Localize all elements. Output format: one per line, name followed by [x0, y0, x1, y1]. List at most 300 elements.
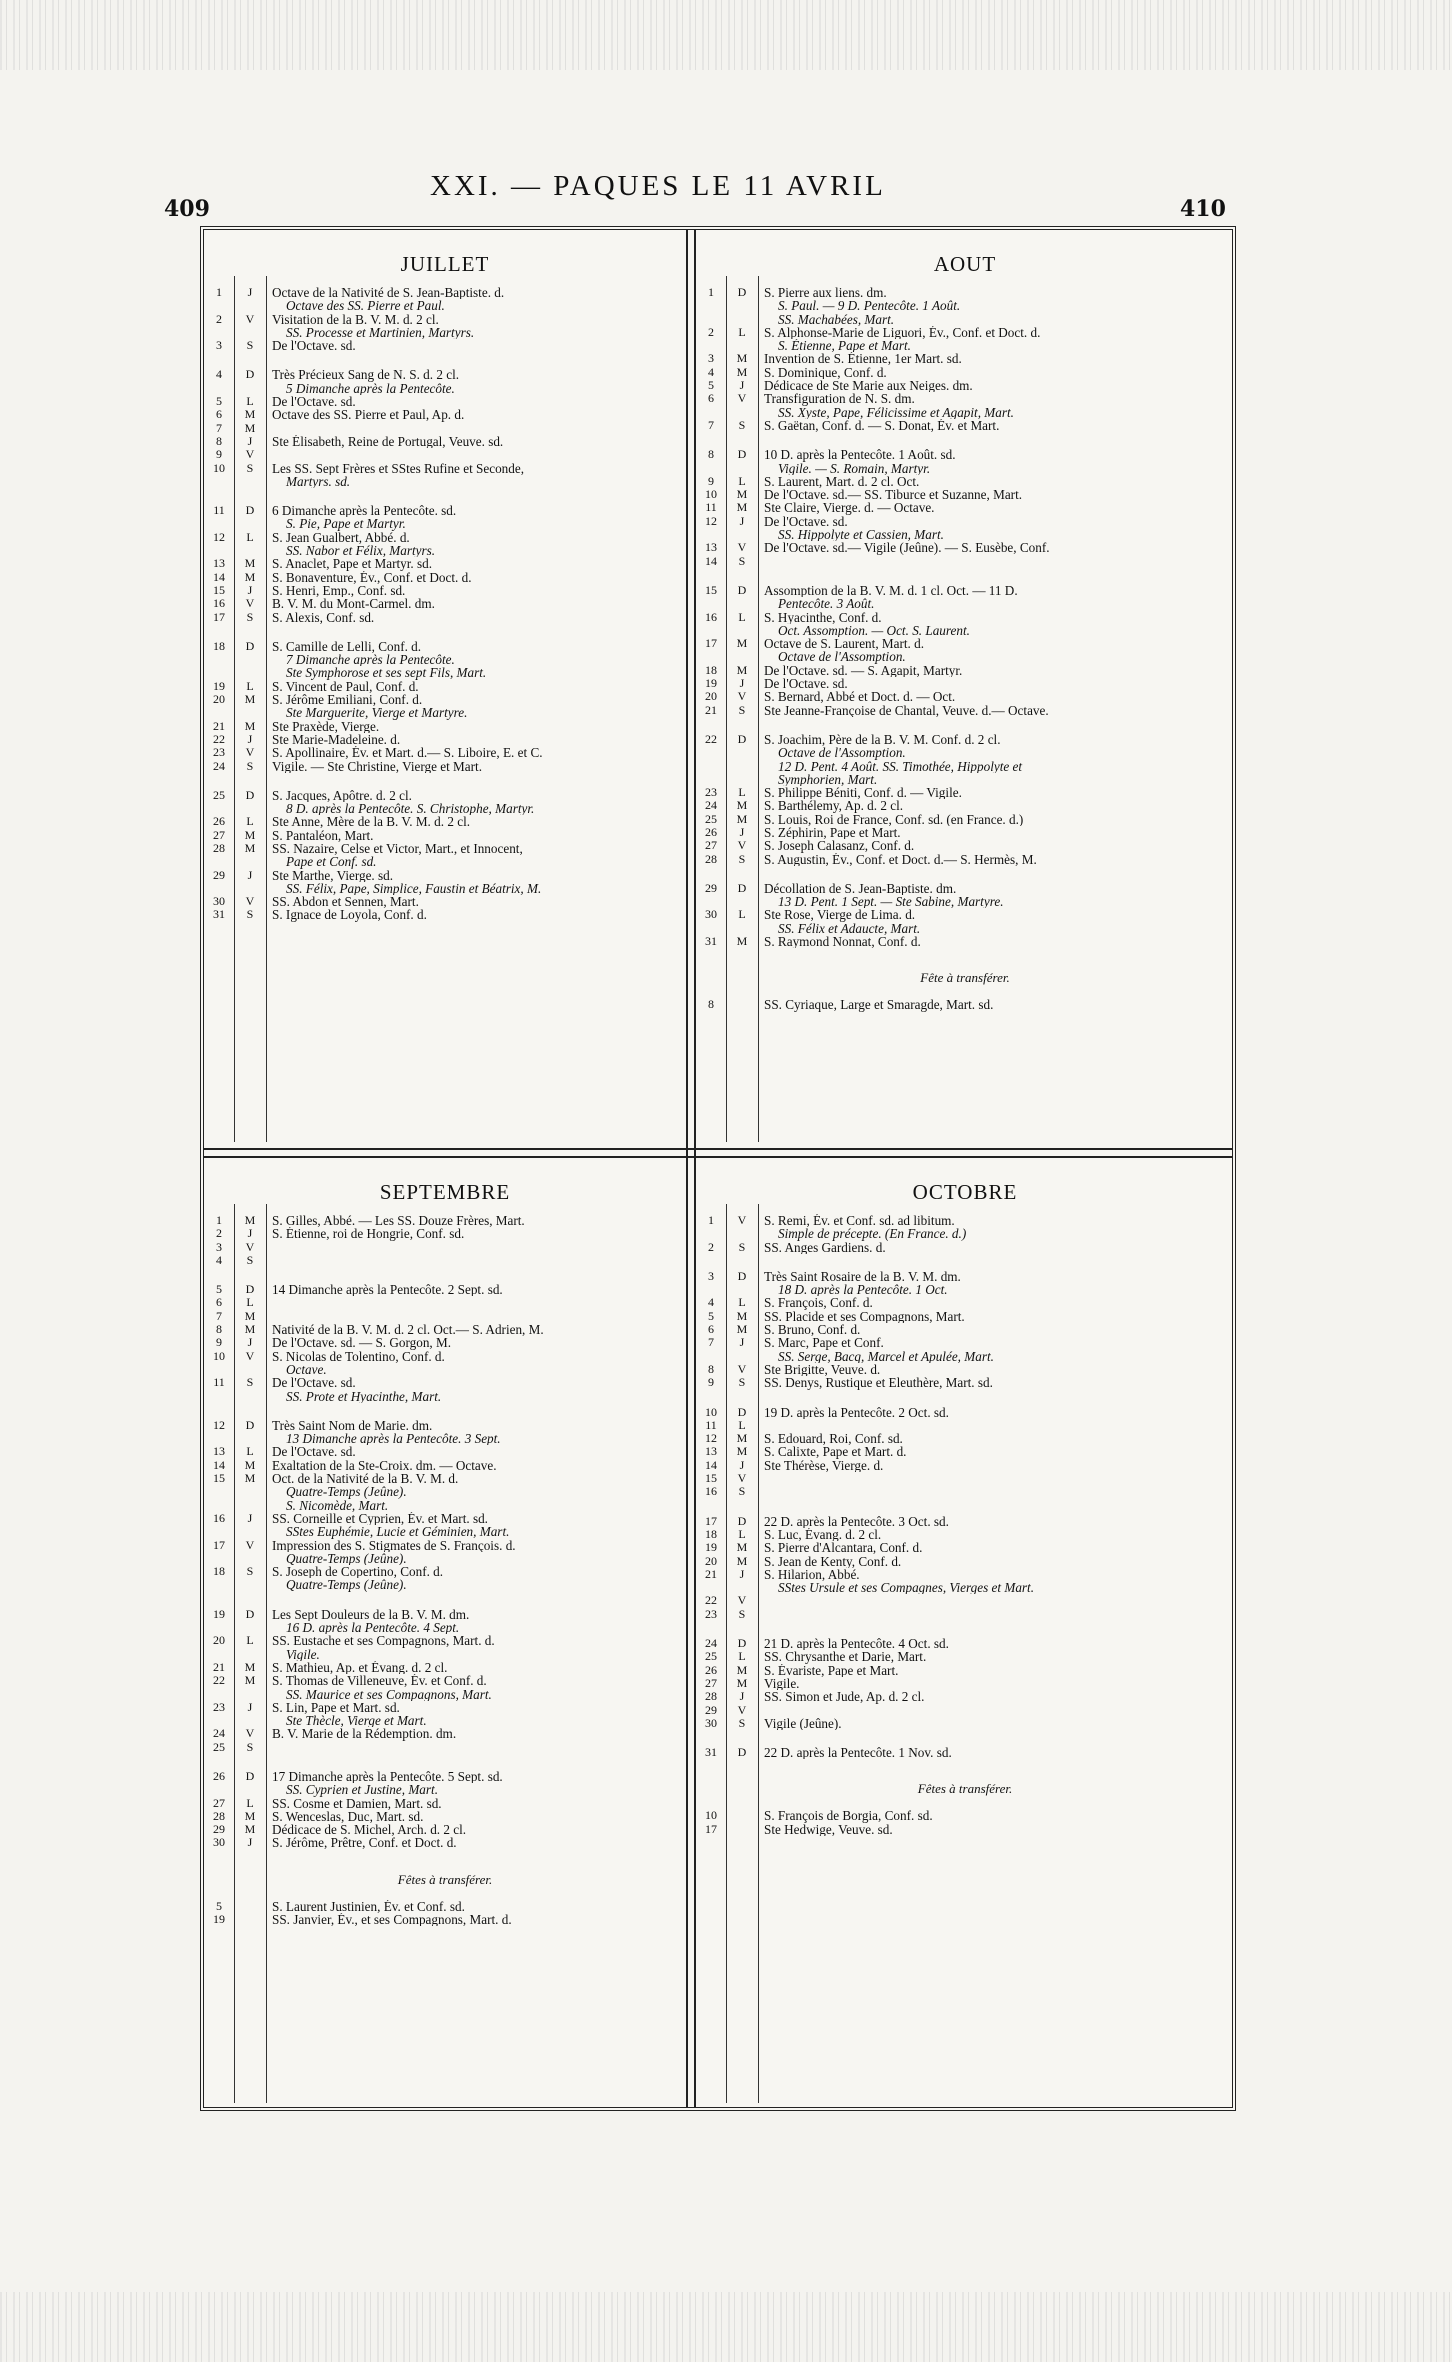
- feast-line: Quatre-Temps (Jeûne).: [286, 1578, 407, 1592]
- feast-line: 14 Dimanche après la Pentecôte. 2 Sept. sd.: [272, 1283, 503, 1297]
- feast-text: [266, 368, 686, 395]
- day-number: 19: [213, 1912, 225, 1927]
- feast-line: 16 D. après la Pentecôte. 4 Sept.: [286, 1621, 460, 1635]
- feast-text: [266, 1608, 686, 1635]
- month-title: OCTOBRE: [912, 1180, 1018, 1204]
- day-row: [204, 1701, 686, 1728]
- weekday-letter: S: [738, 1715, 746, 1730]
- day-number: 17: [213, 1537, 225, 1552]
- day-row: [696, 286, 1234, 326]
- day-number: 20: [213, 692, 225, 707]
- feast-text: [266, 339, 686, 352]
- feast-line: Ste Thérèse, Vierge. d.: [764, 1458, 884, 1473]
- transfer-row: [696, 1809, 1234, 1822]
- feast-line: Les SS. Sept Frères et SStes Rufine et Seconde,: [272, 461, 524, 475]
- day-number: 16: [705, 1484, 717, 1499]
- weekday-letter: S: [738, 1239, 746, 1254]
- day-number: 28: [213, 840, 225, 855]
- feast-text: [266, 1836, 686, 1849]
- weekday-letter: M: [736, 1675, 748, 1690]
- weekday-letter: M: [244, 1213, 256, 1227]
- day-row: [696, 555, 1234, 568]
- day-number: 24: [213, 1726, 225, 1741]
- feast-line: Quatre-Temps (Jeûne).: [286, 1485, 407, 1499]
- day-number: 3: [216, 338, 222, 353]
- weekday-letter: J: [739, 1566, 745, 1581]
- day-number: 19: [705, 1540, 717, 1555]
- weekday-letter: V: [245, 311, 255, 326]
- feast-text: [758, 1528, 1234, 1541]
- feast-line: S. Gilles, Abbé. — Les SS. Douze Frères, Mart.: [272, 1214, 525, 1228]
- feast-line: Pentecôte. 3 Août.: [778, 597, 875, 611]
- day-row: [696, 826, 1234, 839]
- feast-text: [758, 1419, 1234, 1432]
- feast-line: S. Dominique, Conf. d.: [764, 365, 887, 380]
- feast-text: [758, 541, 1234, 554]
- feast-text: [266, 1472, 686, 1512]
- feast-line: De l'Octave. sd.: [764, 514, 848, 529]
- feast-line: S. Jérôme Emiliani, Conf. d.: [272, 693, 423, 707]
- feast-line: Vigile.: [286, 1647, 320, 1661]
- weekday-letter: J: [247, 285, 253, 299]
- day-row: [696, 690, 1234, 703]
- feast-text: [266, 842, 686, 869]
- feast-line: S. Alexis, Conf. sd.: [272, 610, 375, 624]
- day-number: 7: [216, 420, 222, 435]
- day-number: 12: [213, 529, 225, 544]
- weekday-letter: M: [244, 556, 256, 571]
- feast-line: Oct. Assomption. — Oct. S. Laurent.: [778, 623, 970, 638]
- feast-text: [266, 1741, 686, 1754]
- feast-line: SS. Hippolyte et Cassien, Mart.: [778, 528, 944, 542]
- day-number: 29: [213, 867, 225, 882]
- weekday-letter: D: [737, 1268, 747, 1283]
- day-number: 21: [213, 718, 225, 733]
- day-number: 8: [708, 997, 714, 1012]
- feast-line: S. François de Borgia, Conf. sd.: [764, 1809, 933, 1823]
- feast-text: [758, 1823, 1234, 1836]
- day-number: 5: [708, 1308, 714, 1323]
- day-row: [204, 1634, 686, 1661]
- weekday-letter: V: [737, 838, 747, 853]
- feast-text: [266, 1634, 686, 1661]
- weekday-letter: S: [738, 851, 746, 866]
- weekday-letter: V: [245, 596, 255, 611]
- feast-line: Ste Anne, Mère de la B. V. M. d. 2 cl.: [272, 815, 471, 829]
- month-title: AOUT: [933, 252, 997, 276]
- day-row: [696, 1310, 1234, 1323]
- feast-line: [764, 1608, 1226, 1621]
- day-row: [696, 448, 1234, 475]
- feast-line: SS. Serge, Bacq, Marcel et Apulée, Mart.: [778, 1349, 994, 1363]
- feast-text: [758, 1445, 1234, 1458]
- transfer-row: [696, 1823, 1234, 1836]
- day-row: [696, 475, 1234, 488]
- weekday-letter: D: [737, 1404, 747, 1419]
- weekday-letter: D: [737, 285, 747, 299]
- feast-text: [266, 1913, 686, 1926]
- day-row: [204, 869, 686, 896]
- feast-text: [758, 1432, 1234, 1445]
- day-number: 14: [705, 1457, 717, 1472]
- day-number: 28: [705, 1689, 717, 1704]
- feast-text: [758, 611, 1234, 638]
- feast-line: S. Pierre aux liens. dm.: [764, 286, 887, 300]
- day-number: 19: [705, 676, 717, 691]
- day-row: [696, 1555, 1234, 1568]
- feast-line: Octave de la Nativité de S. Jean-Baptiste. d.: [272, 286, 505, 300]
- feast-line: SS. Nabor et Félix, Martyrs.: [286, 544, 436, 558]
- feast-text: [266, 1296, 686, 1309]
- day-number: 7: [708, 417, 714, 432]
- day-row: [696, 908, 1234, 935]
- feast-text: [758, 1323, 1234, 1336]
- feast-text: [758, 1555, 1234, 1568]
- day-row: [204, 408, 686, 421]
- feast-line: SStes Euphémie, Lucie et Géminien, Mart.: [286, 1525, 510, 1539]
- feast-text: [266, 597, 686, 610]
- feast-line: Ste Jeanne-Françoise de Chantal, Veuve. d.— Octave.: [764, 703, 1049, 717]
- feast-text: [758, 326, 1234, 353]
- day-row: [696, 392, 1234, 419]
- weekday-letter: M: [244, 1308, 256, 1323]
- day-number: 5: [216, 394, 222, 409]
- feast-text: [266, 462, 686, 489]
- feast-line: S. Luc, Évang. d. 2 cl.: [764, 1527, 882, 1542]
- feast-text: [266, 395, 686, 408]
- day-row: [696, 419, 1234, 432]
- day-row: [696, 1376, 1234, 1389]
- right-page-number: 410: [1180, 196, 1226, 222]
- feast-line: S. Pantaléon, Mart.: [272, 828, 374, 842]
- feast-line: Ste Marthe, Vierge. sd.: [272, 868, 394, 882]
- weekday-letter: S: [246, 1375, 254, 1390]
- day-row: [204, 339, 686, 352]
- feast-text: [266, 680, 686, 693]
- feast-line: [272, 448, 678, 461]
- day-row: [696, 515, 1234, 542]
- scan-noise-top: [0, 0, 1452, 70]
- feast-text: [266, 1512, 686, 1539]
- weekday-letter: L: [738, 473, 746, 488]
- day-number: 6: [708, 1322, 714, 1337]
- day-row: [204, 1836, 686, 1849]
- weekday-letter: V: [737, 540, 747, 555]
- weekday-letter: D: [245, 367, 255, 382]
- day-number: 18: [213, 1564, 225, 1579]
- day-row: [204, 1810, 686, 1823]
- feast-line: [272, 1296, 678, 1309]
- day-number: 4: [216, 367, 222, 382]
- feast-text: [758, 1459, 1234, 1472]
- day-number: 4: [216, 1252, 222, 1267]
- weekday-letter: S: [246, 758, 254, 773]
- weekday-letter: D: [245, 638, 255, 653]
- weekday-letter: M: [244, 1471, 256, 1486]
- feast-text: [266, 640, 686, 680]
- weekday-letter: V: [737, 1702, 747, 1717]
- weekday-letter: J: [247, 582, 253, 597]
- feast-line: [764, 1594, 1226, 1607]
- feast-text: [266, 531, 686, 558]
- day-number: 6: [216, 407, 222, 422]
- weekday-letter: S: [738, 1606, 746, 1621]
- feast-line: Octave de S. Laurent, Mart. d.: [764, 637, 925, 651]
- day-row: [696, 1323, 1234, 1336]
- weekday-letter: L: [738, 1295, 746, 1310]
- day-number: 15: [213, 582, 225, 597]
- feast-line: Martyrs. sd.: [286, 474, 351, 489]
- feast-line: SS. Processe et Martinien, Martyrs.: [286, 325, 475, 340]
- day-row: [204, 1661, 686, 1674]
- feast-line: B. V. Marie de la Rédemption. dm.: [272, 1727, 457, 1741]
- weekday-letter: S: [246, 907, 254, 922]
- day-row: [696, 733, 1234, 786]
- weekday-letter: V: [737, 1471, 747, 1486]
- feast-line: S. Évariste, Pape et Mart.: [764, 1663, 899, 1677]
- day-number: 19: [213, 678, 225, 693]
- weekday-letter: J: [739, 378, 745, 393]
- feast-line: S. Gaëtan, Conf. d. — S. Donat, Év. et Mart.: [764, 418, 1000, 433]
- day-row: [204, 286, 686, 313]
- feast-line: SS. Eustache et ses Compagnons, Mart. d.: [272, 1634, 495, 1648]
- day-row: [696, 1270, 1234, 1297]
- weekday-letter: V: [245, 1239, 255, 1254]
- day-row: [696, 786, 1234, 799]
- feast-text: [266, 408, 686, 421]
- feast-line: SS. Cosme et Damien, Mart. sd.: [272, 1796, 442, 1810]
- day-number: 9: [216, 447, 222, 462]
- feast-text: [266, 1336, 686, 1349]
- feast-text: [758, 853, 1234, 866]
- weekday-letter: L: [738, 609, 746, 624]
- day-number: 25: [705, 811, 717, 826]
- feast-line: Transfiguration de N. S. dm.: [764, 392, 915, 406]
- feast-text: [758, 1664, 1234, 1677]
- weekday-letter: V: [737, 1213, 747, 1227]
- day-row: [204, 693, 686, 720]
- day-row: [204, 1214, 686, 1227]
- feast-text: [758, 1296, 1234, 1309]
- feast-text: [266, 1419, 686, 1446]
- feast-text: [758, 1704, 1234, 1717]
- day-number: 13: [705, 540, 717, 555]
- weekday-letter: J: [247, 433, 253, 448]
- day-row: [696, 1485, 1234, 1498]
- feast-line: S. Joachim, Père de la B. V. M. Conf. d. 2 cl.: [764, 732, 1001, 747]
- feast-text: [758, 908, 1234, 935]
- feast-line: S. Ignace de Loyola, Conf. d.: [272, 908, 427, 922]
- feast-line: S. Jean de Kenty, Conf. d.: [764, 1554, 902, 1568]
- day-row: [696, 799, 1234, 812]
- day-row: [696, 1296, 1234, 1309]
- day-row: [696, 704, 1234, 717]
- day-row: [204, 1565, 686, 1592]
- day-number: 27: [705, 838, 717, 853]
- feast-text: [266, 611, 686, 624]
- feast-line: S. Lin, Pape et Mart. sd.: [272, 1700, 400, 1715]
- feast-text: [266, 571, 686, 584]
- weekday-letter: L: [246, 1795, 254, 1810]
- transfer-heading: Fêtes à transférer.: [397, 1871, 493, 1887]
- day-row: [204, 640, 686, 680]
- month-juillet: [204, 230, 686, 1148]
- day-number: 17: [705, 1513, 717, 1528]
- day-row: [204, 1608, 686, 1635]
- weekday-letter: J: [247, 1335, 253, 1350]
- weekday-letter: M: [736, 351, 748, 366]
- feast-text: [758, 515, 1234, 542]
- feast-text: [266, 1810, 686, 1823]
- day-number: 23: [705, 1606, 717, 1621]
- feast-text: [758, 555, 1234, 568]
- day-number: 14: [705, 553, 717, 568]
- feast-text: [758, 419, 1234, 432]
- day-number: 23: [213, 745, 225, 760]
- day-row: [204, 1770, 686, 1797]
- feast-line: S. Pie, Pape et Martyr.: [286, 517, 406, 531]
- day-row: [204, 1674, 686, 1701]
- feast-line: 21 D. après la Pentecôte. 4 Oct. sd.: [764, 1637, 949, 1651]
- feast-text: [758, 379, 1234, 392]
- feast-line: S. Henri, Emp., Conf. sd.: [272, 583, 406, 598]
- day-row: [204, 1227, 686, 1240]
- day-row: [204, 842, 686, 869]
- day-number: 28: [705, 851, 717, 866]
- feast-line: 7 Dimanche après la Pentecôte.: [286, 653, 455, 667]
- feast-text: [758, 733, 1234, 786]
- day-number: 28: [213, 1808, 225, 1823]
- weekday-letter: M: [736, 1662, 748, 1677]
- day-row: [696, 1419, 1234, 1432]
- feast-line: S. Nicolas de Tolentino, Conf. d.: [272, 1349, 445, 1363]
- day-number: 18: [705, 662, 717, 677]
- day-row: [204, 1283, 686, 1296]
- day-row: [696, 326, 1234, 353]
- feast-line: 13 D. Pent. 1 Sept. — Ste Sabine, Martyre.: [778, 895, 1004, 909]
- feast-text: [758, 839, 1234, 852]
- day-row: [204, 1472, 686, 1512]
- feast-line: S. Pierre d'Alcantara, Conf. d.: [764, 1541, 923, 1555]
- feast-line: Simple de précepte. (En France. d.): [778, 1227, 967, 1241]
- feast-line: [272, 422, 678, 435]
- feast-line: [764, 1704, 1226, 1717]
- feast-text: [266, 1323, 686, 1336]
- day-number: 16: [705, 609, 717, 624]
- day-list: [696, 286, 1234, 1012]
- scan-noise-bottom: [0, 2292, 1452, 2362]
- day-row: [204, 1445, 686, 1458]
- weekday-letter: V: [245, 894, 255, 909]
- weekday-letter: J: [739, 676, 745, 691]
- feast-text: [758, 786, 1234, 799]
- day-number: 1: [216, 1213, 222, 1227]
- feast-line: S. Remi, Év. et Conf. sd. ad libitum.: [764, 1214, 955, 1228]
- feast-text: [758, 1406, 1234, 1419]
- feast-line: De l'Octave. sd.: [272, 395, 356, 409]
- weekday-letter: M: [244, 569, 256, 584]
- weekday-letter: V: [245, 1348, 255, 1363]
- feast-text: [758, 664, 1234, 677]
- weekday-letter: V: [737, 391, 747, 406]
- day-row: [696, 813, 1234, 826]
- weekday-letter: M: [736, 500, 748, 515]
- feast-line: SS. Machabées, Mart.: [778, 312, 895, 326]
- feast-text: [758, 704, 1234, 717]
- feast-line: Pape et Conf. sd.: [286, 855, 377, 869]
- feast-line: Invention de S. Étienne, 1er Mart. sd.: [764, 352, 962, 366]
- weekday-letter: J: [739, 1335, 745, 1350]
- day-number: 2: [708, 1239, 714, 1254]
- weekday-letter: S: [246, 460, 254, 475]
- weekday-letter: M: [736, 811, 748, 826]
- feast-line: De l'Octave. sd.: [272, 1376, 356, 1390]
- weekday-letter: L: [246, 1444, 254, 1459]
- feast-line: De l'Octave. sd. — S. Agapit, Martyr.: [764, 663, 963, 678]
- feast-text: [758, 813, 1234, 826]
- weekday-letter: S: [246, 1252, 254, 1267]
- weekday-letter: D: [245, 503, 255, 518]
- feast-line: Ste Rose, Vierge de Lima. d.: [764, 908, 916, 922]
- weekday-letter: D: [245, 787, 255, 802]
- feast-text: [266, 313, 686, 340]
- feast-line: S. Marc, Pape et Conf.: [764, 1336, 884, 1350]
- weekday-letter: M: [736, 636, 748, 651]
- feast-line: S. Raymond Nonnat, Conf. d.: [764, 935, 921, 949]
- day-number: 1: [216, 285, 222, 299]
- feast-text: [758, 448, 1234, 475]
- day-number: 3: [216, 1239, 222, 1254]
- feast-text: [266, 504, 686, 531]
- day-number: 18: [705, 1526, 717, 1541]
- day-row: [696, 1472, 1234, 1485]
- feast-line: 13 Dimanche après la Pentecôte. 3 Sept.: [286, 1432, 501, 1446]
- feast-line: SS. Janvier, Év., et ses Compagnons, Mart. d.: [272, 1913, 512, 1927]
- day-row: [696, 1214, 1234, 1241]
- day-row: [204, 746, 686, 759]
- day-row: [696, 1704, 1234, 1717]
- feast-line: Décollation de S. Jean-Baptiste. dm.: [764, 881, 957, 896]
- feast-line: De l'Octave. sd.— Vigile (Jeûne). — S. Eusèbe, Conf.: [764, 541, 1050, 555]
- day-number: 7: [708, 1335, 714, 1350]
- day-number: 15: [705, 582, 717, 597]
- feast-line: De l'Octave. sd.: [764, 677, 848, 691]
- feast-line: S. Nicomède, Mart.: [286, 1498, 389, 1512]
- feast-line: S. Étienne, Pape et Mart.: [778, 339, 911, 353]
- weekday-letter: V: [737, 1593, 747, 1608]
- weekday-letter: S: [246, 609, 254, 624]
- day-row: [696, 1650, 1234, 1663]
- feast-line: Visitation de la B. V. M. d. 2 cl.: [272, 312, 439, 326]
- feast-line: S. Vincent de Paul, Conf. d.: [272, 679, 419, 694]
- weekday-letter: S: [246, 1564, 254, 1579]
- day-row: [204, 760, 686, 773]
- day-number: 22: [705, 1593, 717, 1608]
- day-row: [696, 1664, 1234, 1677]
- feast-text: [266, 1823, 686, 1836]
- day-row: [696, 488, 1234, 501]
- feast-line: Ste Brigitte, Veuve. d.: [764, 1362, 881, 1377]
- day-row: [204, 462, 686, 489]
- weekday-letter: S: [738, 417, 746, 432]
- feast-text: [758, 882, 1234, 909]
- feast-text: [266, 1459, 686, 1472]
- feast-line: S. Jacques, Apôtre. d. 2 cl.: [272, 788, 412, 803]
- feast-text: [266, 869, 686, 896]
- feast-line: S. Joseph de Copertino, Conf. d.: [272, 1565, 444, 1579]
- day-row: [696, 1336, 1234, 1363]
- feast-line: 17 Dimanche après la Pentecôte. 5 Sept. sd.: [272, 1769, 503, 1784]
